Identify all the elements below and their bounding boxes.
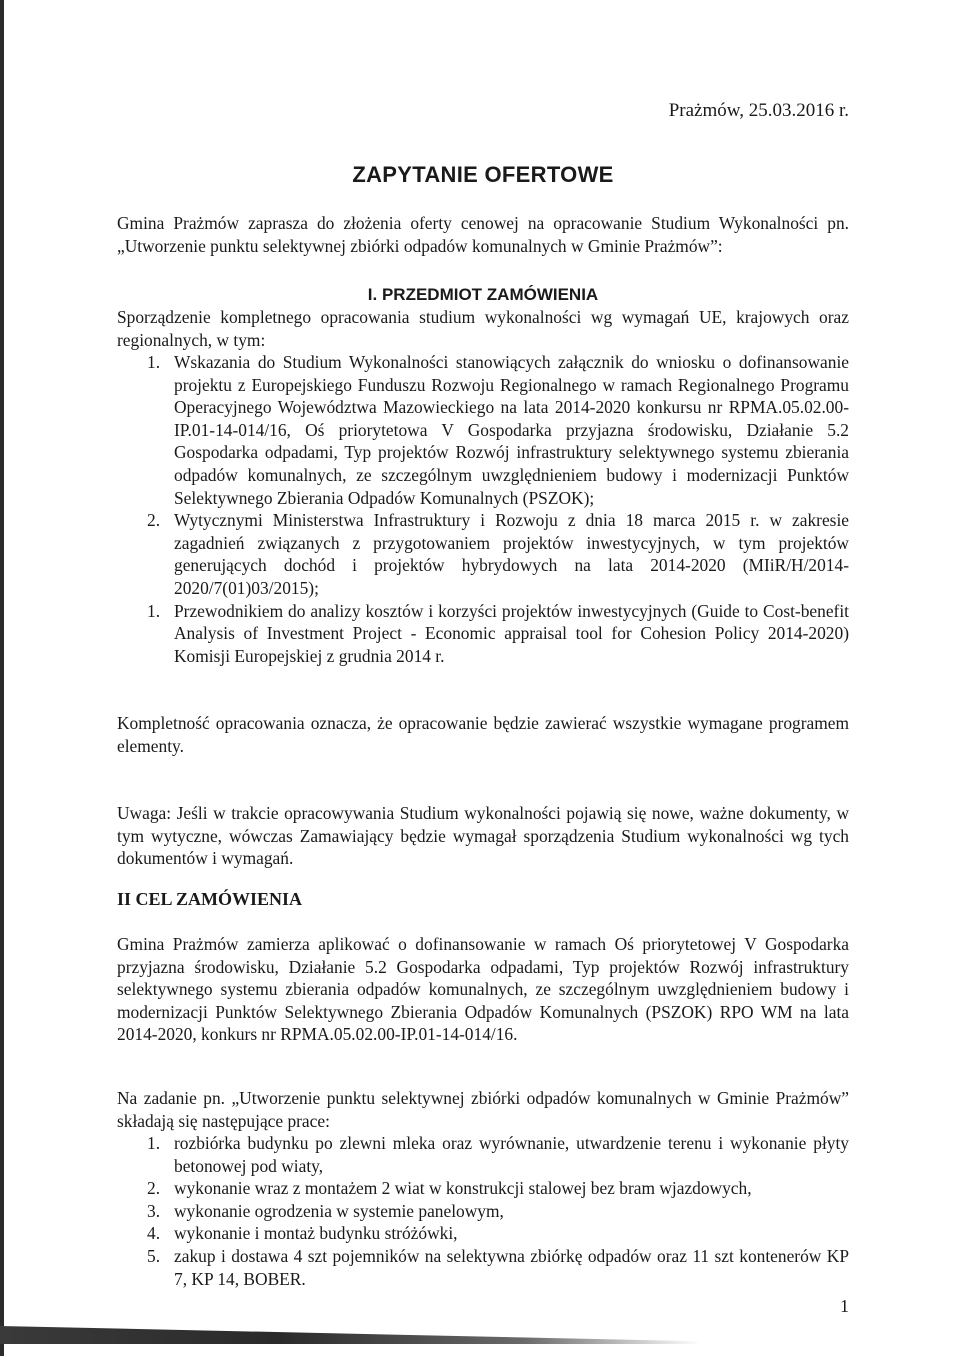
list-item (117, 351, 849, 509)
list-item-number: 2. (147, 510, 161, 531)
document-title: ZAPYTANIE OFERTOWE (352, 162, 614, 187)
tasks-list (117, 1132, 849, 1290)
list-item-number: 4. (147, 1223, 161, 1244)
document-date: Prażmów, 25.03.2016 r. (668, 100, 849, 121)
list-item-number: 3. (147, 1200, 161, 1221)
list-item (117, 600, 849, 668)
list-item-text: Wytycznymi Ministerstwa Infrastruktury i Rozwoju z dnia 18 marca 2015 r. w zakresie zagadnień związanych z przygotowaniem projektów inwestycyjnych, w tym projektów generujących dochód i projektów hybrydowych na lata 2014-2020 (MIiR/H/2014- 2020/7(01)03/2015); (174, 510, 849, 598)
list-item (117, 509, 849, 599)
section-2-body: Gmina Prażmów zamierza aplikować o dofinansowanie w ramach Oś priorytetowej V Gospodarka przyjazna środowisku, Działanie 5.2 Gospodarka odpadami, Typ projektów Rozwój infrastruktury selektywnego systemu zbierania odpadów komunalnych, ze szczególnym uwzględnieniem budowy i modernizacji Punktów Selektywnego Zbierania Odpadów Komunalnych (PSZOK) RPO WM na lata 2014-2020, konkurs nr RPMA.05.02.00-IP.01-14-014/16. (117, 934, 849, 1045)
list-item-number: 1. (147, 1133, 161, 1153)
list-item-text: wykonanie wraz z montażem 2 wiat w konstrukcji stalowej bez bram wjazdowych, (174, 1178, 752, 1199)
intro-paragraph: Gmina Prażmów zaprasza do złożenia oferty cenowej na opracowanie Studium Wykonalności pn. „Utworzenie punktu selektywnej zbiórki odpadów komunalnych w Gminie Prażmów”: (117, 213, 849, 256)
scan-artifact (0, 1326, 700, 1344)
list-item-number: 1. (147, 352, 161, 372)
list-item-text: wykonanie ogrodzenia w systemie panelowym, (174, 1200, 504, 1221)
list-item-text: zakup i dostawa 4 szt pojemników na selektywna zbiórkę odpadów oraz 11 szt kontenerów KP 7, KP 14, BOBER. (174, 1245, 849, 1289)
list-item-number: 2. (147, 1178, 161, 1199)
section-1-lead: Sporządzenie kompletnego opracowania studium wykonalności wg wymagań UE, krajowych oraz regionalnych, w tym: (117, 307, 849, 350)
section-1-heading: I. PRZEDMIOT ZAMÓWIENIA (367, 285, 599, 304)
section-2-heading: II CEL ZAMÓWIENIA (117, 889, 303, 909)
list-item (117, 1200, 849, 1223)
scan-edge (0, 0, 4, 1356)
list-item-text: rozbiórka budynku po zlewni mleka oraz wyrównanie, utwardzenie terenu i wykonanie płyty betonowej pod wiaty, (174, 1133, 849, 1176)
page-number: 1 (840, 1296, 849, 1316)
list-item (117, 1177, 849, 1200)
list-item (117, 1245, 849, 1290)
tasks-lead: Na zadanie pn. „Utworzenie punktu selektywnej zbiórki odpadów komunalnych w Gminie Prażmów” składają się następujące prace: (117, 1088, 849, 1131)
list-item-number: 1. (147, 600, 161, 621)
note-paragraph: Uwaga: Jeśli w trakcie opracowywania Studium wykonalności pojawią się nowe, ważne dokumenty, w tym wytyczne, wówczas Zamawiający będzie wymagał sporządzenia Studium wykonalności wg tych dokumentów i wymagań. (117, 803, 849, 869)
list-item-number: 5. (147, 1245, 161, 1266)
list-item-text: wykonanie i montaż budynku stróżówki, (174, 1223, 458, 1244)
completeness-paragraph: Kompletność opracowania oznacza, że opracowanie będzie zawierać wszystkie wymagane programem elementy. (117, 713, 849, 756)
section-1-list (117, 351, 849, 667)
list-item-text: Przewodnikiem do analizy kosztów i korzyści projektów inwestycyjnych (Guide to Cost-benefit Analysis of Investment Project - Economic appraisal tool for Cohesion Policy 2014-2020) Komisji Europejskiej z grudnia 2014 r. (174, 600, 849, 666)
list-item (117, 1132, 849, 1177)
list-item (117, 1222, 849, 1245)
list-item-text: Wskazania do Studium Wykonalności stanowiących załącznik do wniosku o dofinansowanie projektu z Europejskiego Funduszu Rozwoju Regionalnego w ramach Regionalnego Programu Operacyjnego Województwa Mazowieckiego na lata 2014-2020 konkursu nr RPMA.05.02.00-IP.01-14-014/16, Oś priorytetowa V Gospodarka przyjazna środowisku, Działanie 5.2 Gospodarka odpadami, Typ projektów Rozwój infrastruktury selektywnego systemu zbierania odpadów komunalnych, ze szczególnym uwzględnieniem budowy i modernizacji Punktów Selektywnego Zbierania Odpadów Komunalnych (PSZOK); (174, 352, 849, 508)
